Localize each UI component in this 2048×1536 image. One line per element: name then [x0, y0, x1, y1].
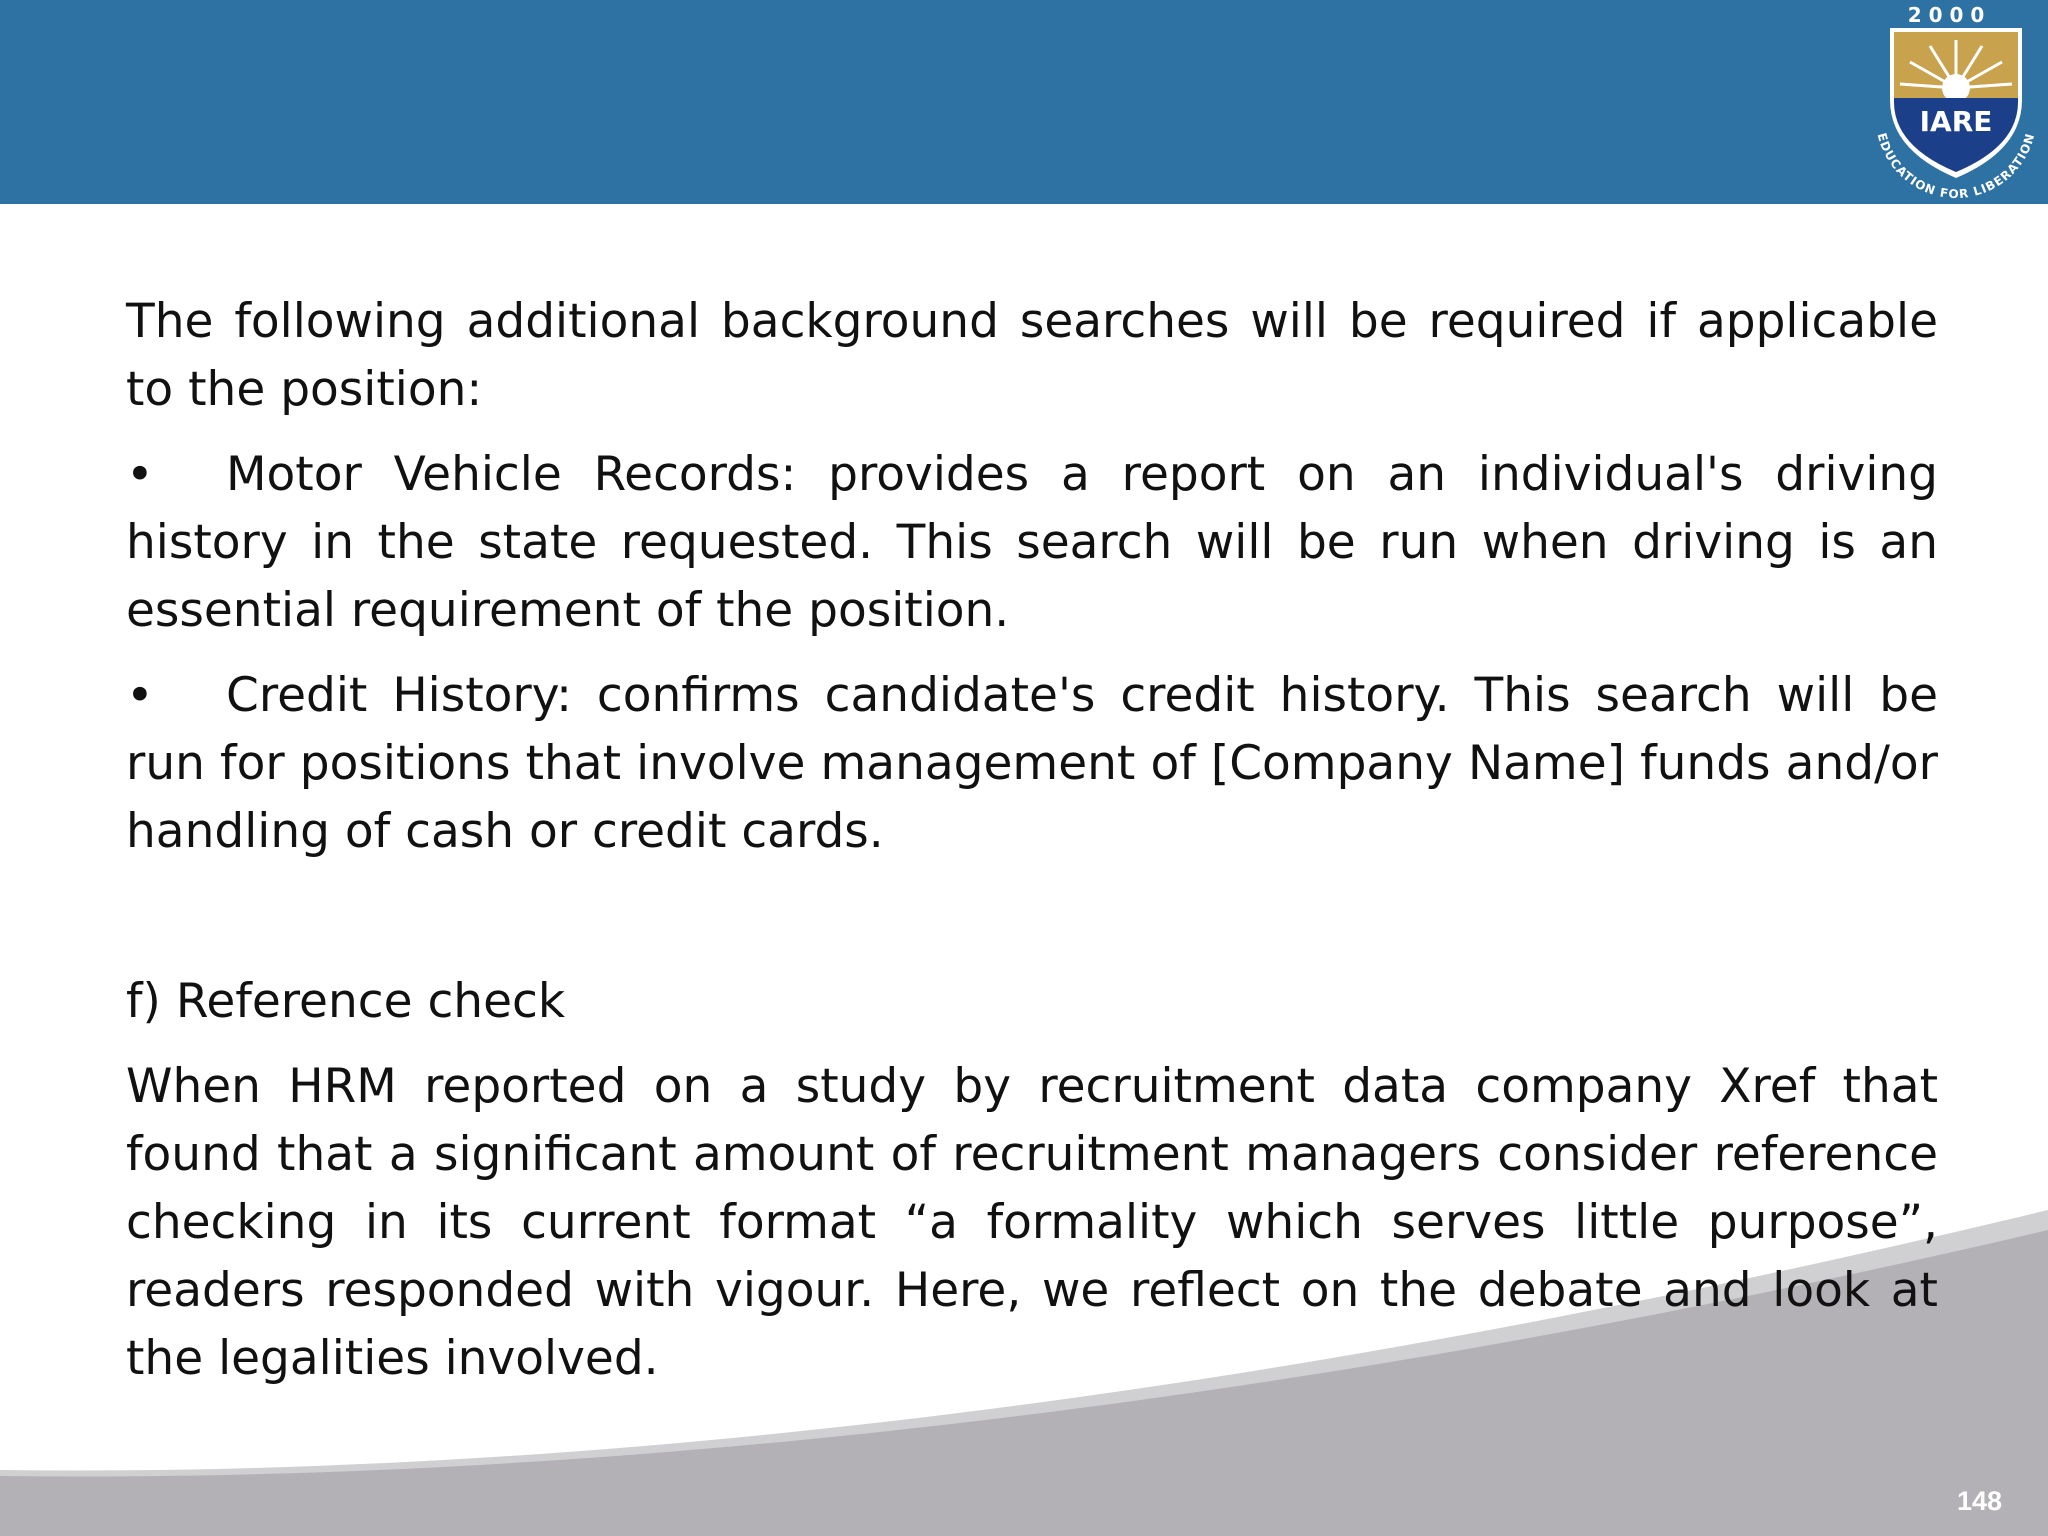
- section-paragraph: When HRM reported on a study by recruitment data company Xref that found that a significant amount of recruitment managers consider reference checking in its current format “a formality which serves little purpose”, readers responded with vigour. Here, we reflect on the debate and look at the legalities involved.: [126, 1059, 1938, 1386]
- bullet-dot: •: [126, 668, 154, 723]
- bullet-item: [126, 662, 1938, 866]
- bullet-item: [126, 441, 1938, 645]
- bullet-text-credit-history: Credit History: confirms candidate's credit history. This search will be run for positions that involve management of [Company Name] funds and/or handling of cash or credit cards.: [126, 668, 1938, 859]
- logo-motto-text: EDUCATION FOR LIBERATION: [1874, 131, 2038, 200]
- iare-logo: [1860, 0, 2048, 200]
- bullet-dot: •: [126, 447, 154, 502]
- page-number: 148: [1956, 1486, 2002, 1516]
- bullet-text-motor-vehicle: Motor Vehicle Records: provides a report on an individual's driving history in the state requested. This search will be run when driving is an essential requirement of the position.: [126, 447, 1938, 638]
- logo-year-text: 2 0 0 0: [1907, 3, 1985, 27]
- section-title: f) Reference check: [126, 974, 566, 1029]
- logo-name-text: IARE: [1919, 105, 1993, 138]
- slide-content: [126, 288, 1938, 1393]
- header-bar: [0, 0, 2048, 204]
- intro-paragraph: The following additional background searches will be required if applicable to the position:: [126, 294, 1938, 417]
